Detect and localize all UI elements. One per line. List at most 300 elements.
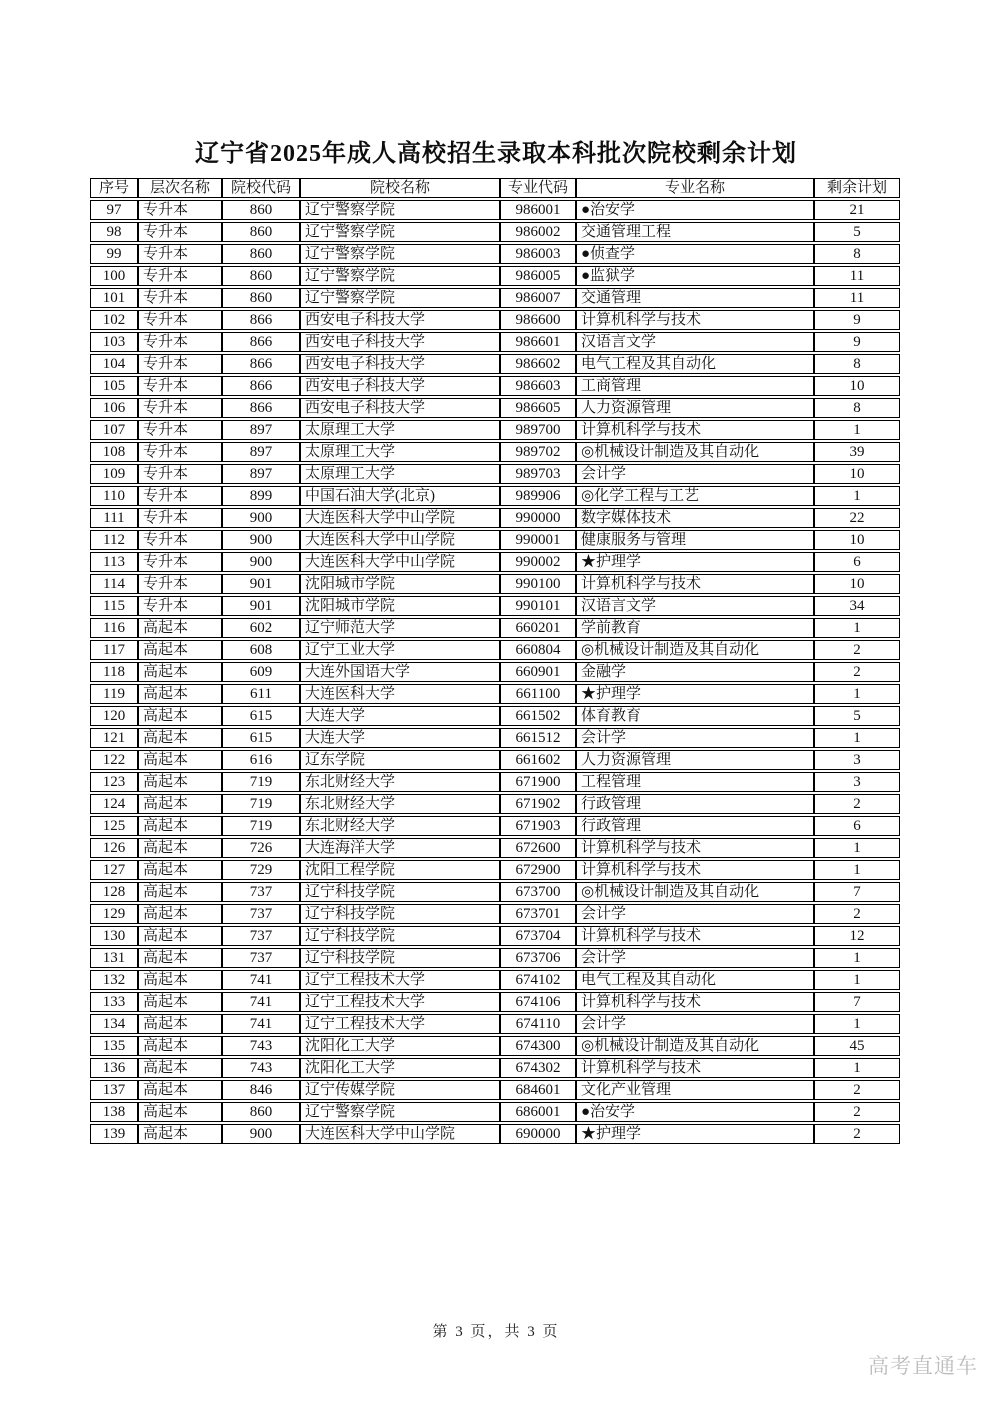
cell-major-code: 674300 [500, 1036, 576, 1056]
table-row [90, 816, 900, 836]
table-row [90, 772, 900, 792]
cell-major-code: 986603 [500, 376, 576, 396]
cell-school-name: 辽宁警察学院 [300, 200, 500, 220]
cell-seq: 131 [90, 948, 138, 968]
cell-school-code: 737 [222, 948, 300, 968]
table-row [90, 222, 900, 242]
cell-remaining-plan: 1 [814, 728, 900, 748]
cell-school-code: 866 [222, 376, 300, 396]
table-row [90, 1058, 900, 1078]
cell-level-name: 高起本 [138, 662, 222, 682]
cell-level-name: 专升本 [138, 354, 222, 374]
cell-school-code: 900 [222, 530, 300, 550]
cell-school-code: 741 [222, 1014, 300, 1034]
cell-school-name: 西安电子科技大学 [300, 310, 500, 330]
cell-seq: 106 [90, 398, 138, 418]
cell-school-name: 西安电子科技大学 [300, 332, 500, 352]
cell-remaining-plan: 6 [814, 816, 900, 836]
table-row [90, 596, 900, 616]
cell-remaining-plan: 2 [814, 662, 900, 682]
cell-school-name: 大连外国语大学 [300, 662, 500, 682]
cell-remaining-plan: 1 [814, 970, 900, 990]
cell-school-code: 611 [222, 684, 300, 704]
cell-level-name: 专升本 [138, 530, 222, 550]
table-row [90, 728, 900, 748]
cell-seq: 115 [90, 596, 138, 616]
cell-level-name: 高起本 [138, 728, 222, 748]
table-row [90, 706, 900, 726]
cell-seq: 125 [90, 816, 138, 836]
cell-remaining-plan: 1 [814, 860, 900, 880]
cell-major-code: 673706 [500, 948, 576, 968]
table-row [90, 904, 900, 924]
cell-school-name: 辽宁科技学院 [300, 926, 500, 946]
cell-school-code: 729 [222, 860, 300, 880]
cell-major-name: 计算机科学与技术 [576, 992, 814, 1012]
cell-major-name: 汉语言文学 [576, 596, 814, 616]
cell-seq: 102 [90, 310, 138, 330]
cell-level-name: 专升本 [138, 464, 222, 484]
cell-remaining-plan: 45 [814, 1036, 900, 1056]
table-row [90, 662, 900, 682]
cell-school-name: 沈阳城市学院 [300, 596, 500, 616]
cell-seq: 120 [90, 706, 138, 726]
cell-major-name: ◎机械设计制造及其自动化 [576, 442, 814, 462]
cell-remaining-plan: 10 [814, 574, 900, 594]
cell-school-code: 615 [222, 706, 300, 726]
cell-seq: 121 [90, 728, 138, 748]
cell-school-name: 辽宁传媒学院 [300, 1080, 500, 1100]
column-header-major-code: 专业代码 [500, 178, 576, 198]
cell-major-code: 989702 [500, 442, 576, 462]
column-header-level-name: 层次名称 [138, 178, 222, 198]
cell-remaining-plan: 2 [814, 1124, 900, 1144]
cell-school-code: 719 [222, 794, 300, 814]
cell-seq: 104 [90, 354, 138, 374]
cell-remaining-plan: 12 [814, 926, 900, 946]
cell-school-name: 辽宁师范大学 [300, 618, 500, 638]
cell-school-name: 大连医科大学 [300, 684, 500, 704]
cell-major-code: 986002 [500, 222, 576, 242]
cell-seq: 111 [90, 508, 138, 528]
table-row [90, 574, 900, 594]
cell-school-code: 726 [222, 838, 300, 858]
cell-seq: 132 [90, 970, 138, 990]
cell-school-code: 899 [222, 486, 300, 506]
cell-major-code: 674106 [500, 992, 576, 1012]
cell-school-code: 900 [222, 508, 300, 528]
cell-seq: 99 [90, 244, 138, 264]
cell-level-name: 高起本 [138, 1102, 222, 1122]
cell-school-name: 辽东学院 [300, 750, 500, 770]
cell-level-name: 高起本 [138, 1124, 222, 1144]
cell-level-name: 专升本 [138, 376, 222, 396]
cell-school-name: 辽宁工程技术大学 [300, 1014, 500, 1034]
cell-major-code: 986003 [500, 244, 576, 264]
cell-school-code: 866 [222, 354, 300, 374]
cell-remaining-plan: 10 [814, 376, 900, 396]
page-number-footer: 第 3 页，共 3 页 [432, 1324, 560, 1340]
cell-school-name: 辽宁科技学院 [300, 904, 500, 924]
cell-seq: 105 [90, 376, 138, 396]
cell-remaining-plan: 7 [814, 992, 900, 1012]
cell-remaining-plan: 8 [814, 244, 900, 264]
cell-school-code: 719 [222, 816, 300, 836]
cell-school-name: 东北财经大学 [300, 794, 500, 814]
cell-major-name: ★护理学 [576, 1124, 814, 1144]
cell-school-name: 西安电子科技大学 [300, 354, 500, 374]
cell-major-name: 会计学 [576, 464, 814, 484]
cell-level-name: 高起本 [138, 970, 222, 990]
cell-school-name: 大连医科大学中山学院 [300, 508, 500, 528]
cell-major-code: 990100 [500, 574, 576, 594]
cell-seq: 139 [90, 1124, 138, 1144]
table-row [90, 244, 900, 264]
cell-level-name: 高起本 [138, 618, 222, 638]
cell-remaining-plan: 11 [814, 266, 900, 286]
cell-level-name: 高起本 [138, 1058, 222, 1078]
cell-level-name: 高起本 [138, 750, 222, 770]
cell-major-code: 661502 [500, 706, 576, 726]
cell-major-code: 673700 [500, 882, 576, 902]
cell-major-code: 660804 [500, 640, 576, 660]
cell-remaining-plan: 3 [814, 750, 900, 770]
cell-school-name: 西安电子科技大学 [300, 376, 500, 396]
cell-major-code: 661512 [500, 728, 576, 748]
cell-major-code: 661602 [500, 750, 576, 770]
cell-school-name: 沈阳化工大学 [300, 1058, 500, 1078]
cell-school-code: 897 [222, 420, 300, 440]
cell-major-code: 661100 [500, 684, 576, 704]
cell-remaining-plan: 1 [814, 1014, 900, 1034]
cell-major-code: 986001 [500, 200, 576, 220]
table-row [90, 750, 900, 770]
cell-remaining-plan: 8 [814, 398, 900, 418]
cell-school-name: 沈阳城市学院 [300, 574, 500, 594]
cell-remaining-plan: 1 [814, 486, 900, 506]
cell-seq: 134 [90, 1014, 138, 1034]
table-row [90, 266, 900, 286]
cell-major-name: 计算机科学与技术 [576, 838, 814, 858]
table-row [90, 288, 900, 308]
cell-school-name: 西安电子科技大学 [300, 398, 500, 418]
cell-seq: 124 [90, 794, 138, 814]
cell-major-code: 674102 [500, 970, 576, 990]
cell-seq: 127 [90, 860, 138, 880]
cell-school-name: 东北财经大学 [300, 816, 500, 836]
cell-major-name: 计算机科学与技术 [576, 1058, 814, 1078]
cell-major-code: 986007 [500, 288, 576, 308]
cell-level-name: 高起本 [138, 926, 222, 946]
cell-remaining-plan: 10 [814, 530, 900, 550]
cell-level-name: 高起本 [138, 860, 222, 880]
cell-school-name: 辽宁工程技术大学 [300, 970, 500, 990]
cell-major-name: ◎机械设计制造及其自动化 [576, 640, 814, 660]
table-row [90, 970, 900, 990]
cell-school-code: 900 [222, 1124, 300, 1144]
table-row [90, 1080, 900, 1100]
cell-remaining-plan: 10 [814, 464, 900, 484]
cell-remaining-plan: 1 [814, 838, 900, 858]
cell-seq: 136 [90, 1058, 138, 1078]
table-row [90, 992, 900, 1012]
cell-remaining-plan: 1 [814, 1058, 900, 1078]
cell-major-name: 健康服务与管理 [576, 530, 814, 550]
cell-school-code: 897 [222, 442, 300, 462]
table-row [90, 398, 900, 418]
cell-school-code: 866 [222, 398, 300, 418]
cell-major-code: 684601 [500, 1080, 576, 1100]
cell-major-code: 989906 [500, 486, 576, 506]
cell-level-name: 专升本 [138, 222, 222, 242]
cell-seq: 138 [90, 1102, 138, 1122]
cell-school-code: 741 [222, 992, 300, 1012]
cell-seq: 107 [90, 420, 138, 440]
cell-major-name: 计算机科学与技术 [576, 860, 814, 880]
cell-remaining-plan: 21 [814, 200, 900, 220]
cell-level-name: 专升本 [138, 574, 222, 594]
cell-seq: 123 [90, 772, 138, 792]
cell-major-name: 数字媒体技术 [576, 508, 814, 528]
cell-major-name: 人力资源管理 [576, 750, 814, 770]
cell-remaining-plan: 7 [814, 882, 900, 902]
cell-major-name: 汉语言文学 [576, 332, 814, 352]
cell-major-name: ★护理学 [576, 552, 814, 572]
table-row [90, 420, 900, 440]
table-row [90, 882, 900, 902]
table-row [90, 684, 900, 704]
cell-school-name: 辽宁工业大学 [300, 640, 500, 660]
cell-major-code: 673704 [500, 926, 576, 946]
cell-major-name: 电气工程及其自动化 [576, 970, 814, 990]
cell-remaining-plan: 2 [814, 1102, 900, 1122]
cell-major-code: 986601 [500, 332, 576, 352]
table-row [90, 552, 900, 572]
cell-major-code: 986605 [500, 398, 576, 418]
cell-seq: 137 [90, 1080, 138, 1100]
cell-school-code: 860 [222, 266, 300, 286]
table-row [90, 948, 900, 968]
cell-major-name: 行政管理 [576, 816, 814, 836]
cell-level-name: 专升本 [138, 200, 222, 220]
table-row [90, 486, 900, 506]
cell-major-code: 672600 [500, 838, 576, 858]
remaining-plan-table [90, 176, 900, 1146]
table-row [90, 376, 900, 396]
cell-major-name: 电气工程及其自动化 [576, 354, 814, 374]
cell-school-name: 沈阳化工大学 [300, 1036, 500, 1056]
cell-seq: 130 [90, 926, 138, 946]
cell-major-code: 673701 [500, 904, 576, 924]
table-row [90, 1036, 900, 1056]
cell-seq: 108 [90, 442, 138, 462]
table-row [90, 310, 900, 330]
table-row [90, 464, 900, 484]
cell-remaining-plan: 34 [814, 596, 900, 616]
table-row [90, 354, 900, 374]
cell-major-name: 计算机科学与技术 [576, 310, 814, 330]
cell-major-name: ◎化学工程与工艺 [576, 486, 814, 506]
cell-major-code: 671903 [500, 816, 576, 836]
cell-major-name: ●治安学 [576, 200, 814, 220]
cell-remaining-plan: 2 [814, 904, 900, 924]
cell-level-name: 高起本 [138, 816, 222, 836]
cell-school-name: 太原理工大学 [300, 464, 500, 484]
cell-level-name: 专升本 [138, 486, 222, 506]
cell-remaining-plan: 5 [814, 222, 900, 242]
table-body [90, 200, 900, 1144]
cell-seq: 114 [90, 574, 138, 594]
cell-level-name: 高起本 [138, 706, 222, 726]
cell-seq: 122 [90, 750, 138, 770]
cell-major-code: 986005 [500, 266, 576, 286]
cell-level-name: 专升本 [138, 398, 222, 418]
cell-seq: 110 [90, 486, 138, 506]
cell-level-name: 高起本 [138, 1036, 222, 1056]
cell-seq: 128 [90, 882, 138, 902]
cell-level-name: 高起本 [138, 1014, 222, 1034]
cell-school-code: 860 [222, 200, 300, 220]
cell-school-name: 辽宁工程技术大学 [300, 992, 500, 1012]
table-row [90, 926, 900, 946]
cell-level-name: 专升本 [138, 596, 222, 616]
cell-school-code: 743 [222, 1036, 300, 1056]
cell-major-name: ◎机械设计制造及其自动化 [576, 882, 814, 902]
table-row [90, 332, 900, 352]
table-row [90, 508, 900, 528]
cell-major-name: 文化产业管理 [576, 1080, 814, 1100]
table-row [90, 1014, 900, 1034]
cell-remaining-plan: 1 [814, 618, 900, 638]
table-row [90, 794, 900, 814]
cell-school-code: 743 [222, 1058, 300, 1078]
cell-school-name: 大连医科大学中山学院 [300, 552, 500, 572]
cell-school-name: 辽宁警察学院 [300, 1102, 500, 1122]
cell-remaining-plan: 1 [814, 948, 900, 968]
cell-level-name: 专升本 [138, 442, 222, 462]
cell-level-name: 专升本 [138, 508, 222, 528]
cell-major-name: 会计学 [576, 1014, 814, 1034]
cell-remaining-plan: 39 [814, 442, 900, 462]
cell-major-code: 660201 [500, 618, 576, 638]
table-row [90, 1124, 900, 1144]
column-header-school-name: 院校名称 [300, 178, 500, 198]
cell-school-name: 太原理工大学 [300, 442, 500, 462]
table-row [90, 860, 900, 880]
cell-level-name: 专升本 [138, 310, 222, 330]
cell-major-name: 计算机科学与技术 [576, 420, 814, 440]
cell-major-name: ◎机械设计制造及其自动化 [576, 1036, 814, 1056]
cell-major-name: 金融学 [576, 662, 814, 682]
cell-major-name: 会计学 [576, 728, 814, 748]
cell-school-code: 737 [222, 882, 300, 902]
table-row [90, 530, 900, 550]
cell-major-name: ●治安学 [576, 1102, 814, 1122]
cell-major-name: 行政管理 [576, 794, 814, 814]
cell-school-code: 901 [222, 574, 300, 594]
cell-seq: 126 [90, 838, 138, 858]
cell-major-code: 686001 [500, 1102, 576, 1122]
cell-school-code: 860 [222, 1102, 300, 1122]
cell-seq: 100 [90, 266, 138, 286]
cell-seq: 118 [90, 662, 138, 682]
cell-major-code: 660901 [500, 662, 576, 682]
cell-school-code: 901 [222, 596, 300, 616]
cell-level-name: 高起本 [138, 882, 222, 902]
cell-school-code: 866 [222, 332, 300, 352]
cell-school-code: 608 [222, 640, 300, 660]
cell-remaining-plan: 6 [814, 552, 900, 572]
page-title: 辽宁省2025年成人高校招生录取本科批次院校剩余计划 [195, 141, 797, 167]
cell-remaining-plan: 2 [814, 794, 900, 814]
cell-school-name: 辽宁警察学院 [300, 288, 500, 308]
cell-major-code: 674302 [500, 1058, 576, 1078]
cell-major-name: 会计学 [576, 904, 814, 924]
cell-major-code: 986602 [500, 354, 576, 374]
cell-major-name: 交通管理工程 [576, 222, 814, 242]
cell-level-name: 高起本 [138, 640, 222, 660]
cell-level-name: 高起本 [138, 904, 222, 924]
cell-school-code: 602 [222, 618, 300, 638]
cell-school-name: 大连大学 [300, 706, 500, 726]
cell-seq: 113 [90, 552, 138, 572]
table-row [90, 442, 900, 462]
cell-school-code: 615 [222, 728, 300, 748]
cell-school-name: 辽宁警察学院 [300, 266, 500, 286]
cell-level-name: 高起本 [138, 684, 222, 704]
cell-seq: 109 [90, 464, 138, 484]
cell-school-code: 719 [222, 772, 300, 792]
cell-level-name: 专升本 [138, 288, 222, 308]
column-header-major-name: 专业名称 [576, 178, 814, 198]
table-row [90, 640, 900, 660]
cell-major-name: 人力资源管理 [576, 398, 814, 418]
cell-remaining-plan: 22 [814, 508, 900, 528]
cell-major-name: ●监狱学 [576, 266, 814, 286]
cell-seq: 116 [90, 618, 138, 638]
cell-level-name: 专升本 [138, 332, 222, 352]
cell-major-code: 990002 [500, 552, 576, 572]
cell-school-code: 616 [222, 750, 300, 770]
cell-major-code: 674110 [500, 1014, 576, 1034]
cell-school-name: 大连大学 [300, 728, 500, 748]
cell-school-code: 866 [222, 310, 300, 330]
column-header-school-code: 院校代码 [222, 178, 300, 198]
cell-school-name: 沈阳工程学院 [300, 860, 500, 880]
cell-school-name: 大连海洋大学 [300, 838, 500, 858]
cell-major-code: 671902 [500, 794, 576, 814]
cell-school-name: 大连医科大学中山学院 [300, 1124, 500, 1144]
cell-school-name: 辽宁科技学院 [300, 948, 500, 968]
cell-remaining-plan: 2 [814, 640, 900, 660]
column-header-seq: 序号 [90, 178, 138, 198]
cell-seq: 133 [90, 992, 138, 1012]
cell-school-code: 860 [222, 288, 300, 308]
cell-level-name: 高起本 [138, 838, 222, 858]
cell-remaining-plan: 9 [814, 310, 900, 330]
table-row [90, 618, 900, 638]
cell-seq: 117 [90, 640, 138, 660]
cell-school-name: 辽宁警察学院 [300, 222, 500, 242]
cell-major-code: 990101 [500, 596, 576, 616]
cell-major-name: 会计学 [576, 948, 814, 968]
cell-school-name: 大连医科大学中山学院 [300, 530, 500, 550]
cell-remaining-plan: 5 [814, 706, 900, 726]
table-row [90, 1102, 900, 1122]
cell-major-name: 计算机科学与技术 [576, 574, 814, 594]
cell-school-code: 860 [222, 244, 300, 264]
cell-school-code: 737 [222, 904, 300, 924]
